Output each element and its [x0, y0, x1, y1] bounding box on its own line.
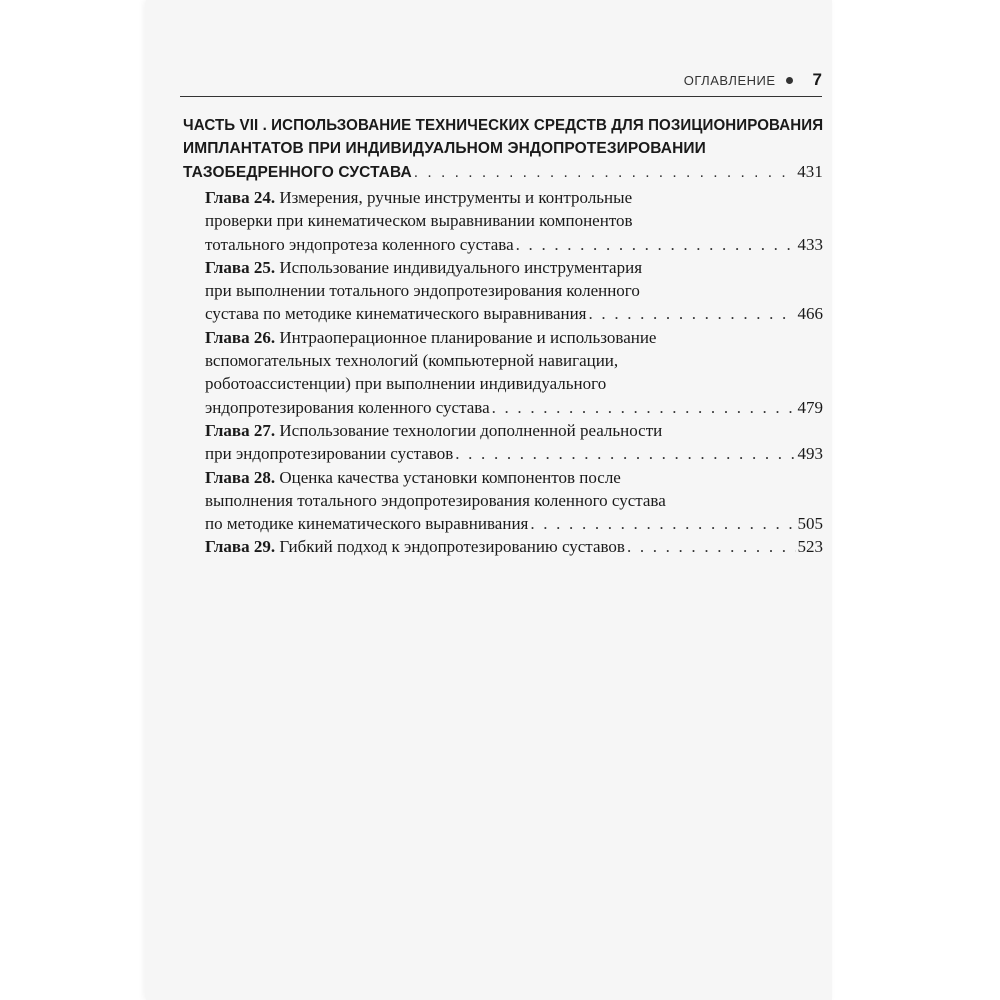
chapter-label: Глава 27. — [205, 420, 276, 440]
chapter-page-number: 479 — [797, 397, 823, 417]
leader-dots — [627, 535, 796, 558]
part-title-line: ЧАСТЬ VII . ИСПОЛЬЗОВАНИЕ ТЕХНИЧЕСКИХ СРЕДСТВ ДЛЯ ПОЗИЦИОНИРОВАНИЯ — [183, 117, 824, 134]
chapter-title-line: выполнения тотального эндопротезирования коленного сустава — [205, 490, 666, 510]
part-title-line: ИМПЛАНТАТОВ ПРИ ИНДИВИДУАЛЬНОМ ЭНДОПРОТЕЗИРОВАНИИ — [183, 140, 706, 157]
chapter-title-line: вспомогательных технологий (компьютерной навигации, — [205, 351, 619, 371]
toc-chapter-27 — [205, 419, 823, 466]
chapter-page-number: 523 — [797, 537, 823, 557]
leader-dots — [414, 161, 795, 184]
toc-chapter-28 — [205, 466, 823, 536]
toc-part-entry — [183, 114, 823, 184]
chapter-title-line: Использование технологии дополненной реальности — [279, 420, 663, 440]
chapter-title-line: при выполнении тотального эндопротезирования коленного — [205, 281, 640, 301]
toc-chapter-list — [205, 186, 823, 559]
toc-chapter-26 — [205, 326, 823, 419]
chapter-title-line: при эндопротезировании суставов — [205, 444, 454, 464]
chapter-title-line: Оценка качества установки компонентов после — [279, 467, 621, 487]
chapter-title-line: эндопротезирования коленного сустава — [205, 397, 490, 417]
header-right — [684, 70, 822, 90]
header-page-number: 7 — [812, 70, 822, 89]
running-header — [180, 64, 822, 97]
chapter-title-line: тотального эндопротеза коленного сустава — [205, 234, 514, 254]
chapter-label: Глава 24. — [205, 188, 276, 207]
toc-chapter-25 — [205, 256, 823, 326]
chapter-page-number: 493 — [797, 444, 823, 464]
chapter-title-line: роботоассистенции) при выполнении индивидуального — [205, 374, 607, 394]
part-page-number: 431 — [797, 162, 823, 181]
leader-dots — [455, 442, 795, 465]
chapter-title-line: Интраоперационное планирование и использование — [279, 327, 657, 347]
chapter-label: Глава 29. — [205, 537, 276, 557]
chapter-title-line: сустава по методике кинематического выравнивания — [205, 304, 587, 324]
chapter-title-line: проверки при кинематическом выравнивании компонентов — [205, 211, 633, 231]
chapter-title-line: Измерения, ручные инструменты и контрольные — [279, 188, 633, 207]
part-title-last-row — [183, 160, 823, 184]
chapter-title-line: по методике кинематического выравнивания — [205, 514, 529, 534]
chapter-page-number: 466 — [797, 304, 823, 324]
chapter-label: Глава 28. — [205, 467, 276, 487]
chapter-title-line: Использование индивидуального инструментария — [279, 257, 643, 277]
toc-chapter-29 — [205, 535, 823, 558]
leader-dots — [589, 302, 796, 325]
chapter-page-number: 433 — [797, 234, 823, 254]
leader-dots — [530, 512, 795, 535]
chapter-title-line: Гибкий подход к эндопротезированию суставов — [279, 537, 625, 557]
part-title-line: ТАЗОБЕДРЕННОГО СУСТАВА — [183, 164, 412, 181]
toc-chapter-24 — [205, 186, 823, 256]
chapter-label: Глава 25. — [205, 257, 276, 277]
bullet-dot-icon — [786, 77, 793, 84]
leader-dots — [516, 233, 796, 256]
leader-dots — [492, 396, 796, 419]
chapter-label: Глава 26. — [205, 327, 276, 347]
chapter-page-number: 505 — [797, 514, 823, 534]
header-section-title: ОГЛАВЛЕНИЕ — [683, 72, 776, 88]
